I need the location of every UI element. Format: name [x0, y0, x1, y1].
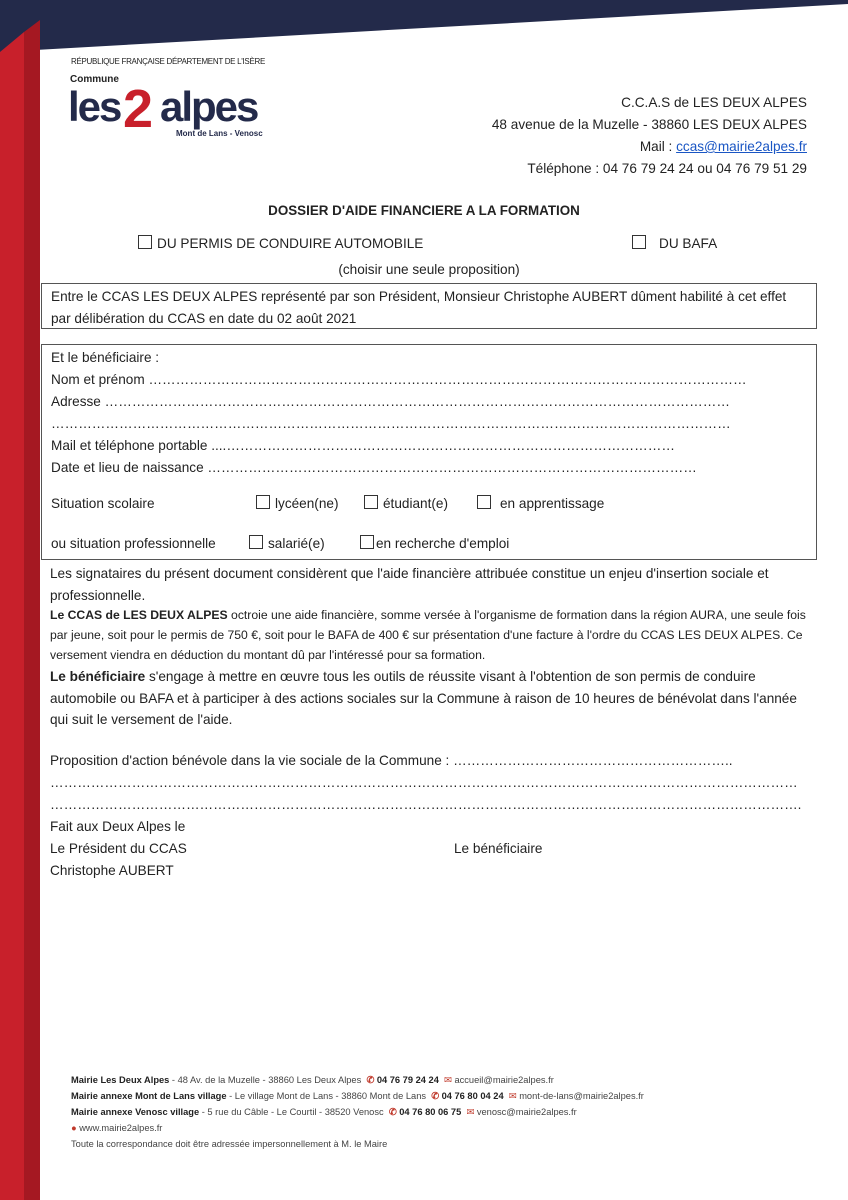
checkbox-lyceen[interactable]: [256, 495, 270, 509]
footer: [71, 1072, 644, 1152]
footer-addr-2: - Le village Mont de Lans - 38860 Mont de Lans: [226, 1091, 427, 1101]
footer-mairie: Mairie Les Deux Alpes: [71, 1075, 170, 1085]
footer-annexe-venosc: Mairie annexe Venosc village: [71, 1107, 200, 1117]
lyceen-label: lycéen(ne): [275, 496, 339, 511]
option-lyceen[interactable]: [256, 493, 338, 515]
footer-annexe-mdl: Mairie annexe Mont de Lans village: [71, 1091, 227, 1101]
option-permis-label: DU PERMIS DE CONDUIRE AUTOMOBILE: [157, 236, 424, 251]
footer-web-line: [71, 1120, 644, 1136]
field-adresse[interactable]: Adresse …………………………………………………………………………………………………………………………: [51, 394, 730, 409]
checkbox-recherche[interactable]: [360, 535, 374, 549]
checkbox-etudiant[interactable]: [364, 495, 378, 509]
footer-phone-2: 04 76 80 04 24: [441, 1091, 504, 1101]
contact-phone: Téléphone : 04 76 79 24 24 ou 04 76 79 51 29: [527, 161, 807, 176]
footer-mail-1[interactable]: accueil@mairie2alpes.fr: [454, 1075, 554, 1085]
logo-alpes: alpes: [160, 83, 258, 130]
header-band: [0, 0, 848, 52]
checkbox-bafa[interactable]: [632, 235, 646, 249]
recherche-label: en recherche d'emploi: [376, 536, 510, 551]
footer-line-2: [71, 1088, 644, 1104]
checkbox-apprentissage[interactable]: [477, 495, 491, 509]
footer-phone-1: 04 76 79 24 24: [376, 1075, 439, 1085]
ccas-bold: Le CCAS de LES DEUX ALPES: [50, 608, 228, 622]
checkbox-permis[interactable]: [138, 235, 152, 249]
footer-addr-1: - 48 Av. de la Muzelle - 38860 Les Deux Alpes: [169, 1075, 362, 1085]
president-label: Le Président du CCAS: [50, 841, 187, 856]
field-nom[interactable]: Nom et prénom ……………………………………………………………………………………………………………………: [51, 372, 747, 387]
option-etudiant[interactable]: [364, 493, 448, 515]
republique-label: RÉPUBLIQUE FRANÇAISE DÉPARTEMENT DE L'ISÈRE: [71, 57, 266, 66]
logo-two: 2: [123, 79, 154, 139]
contact-mail-line: [492, 136, 807, 158]
option-apprentissage[interactable]: [477, 493, 604, 515]
document-title: DOSSIER D'AIDE FINANCIERE A LA FORMATION: [268, 203, 580, 218]
logo-commune: Commune: [70, 74, 119, 85]
paragraph-signataires: Les signataires du présent document considèrent que l'aide financière attribuée constitue un enjeu d'insertion sociale et professionnelle.: [50, 566, 769, 603]
footer-phone-3: 04 76 80 06 75: [399, 1107, 462, 1117]
mail-icon: ✉: [508, 1091, 517, 1101]
beneficiary-box: [41, 344, 817, 560]
contact-name: C.C.A.S de LES DEUX ALPES: [621, 95, 807, 110]
footer-mail-3[interactable]: venosc@mairie2alpes.fr: [476, 1107, 577, 1117]
footer-line-3: [71, 1104, 644, 1120]
situation-pro-label: ou situation professionnelle: [51, 536, 216, 551]
mail-icon: ✉: [466, 1107, 475, 1117]
field-naissance[interactable]: Date et lieu de naissance ………………………………………………………………………………………………: [51, 460, 697, 475]
phone-icon: ✆: [431, 1091, 439, 1101]
beneficiaire-text: s'engage à mettre en œuvre tous les outils de réussite visant à l'obtention de son permis de conduire automobile ou BAFA et à participer à des actions sociales sur la Commune à raison de 10 heures de bénévolat dans l'année qui suit le versement de l'aide.: [50, 669, 797, 727]
etudiant-label: étudiant(e): [383, 496, 448, 511]
footer-note: Toute la correspondance doit être adressée impersonnellement à M. le Maire: [71, 1139, 388, 1149]
fait-aux: Fait aux Deux Alpes le: [50, 819, 186, 834]
field-adresse-2[interactable]: ……………………………………………………………………………………………………………………………………: [51, 416, 731, 431]
situation-scolaire-row: [51, 485, 807, 525]
option-permis[interactable]: [138, 235, 423, 251]
footer-line-1: [71, 1072, 644, 1088]
field-proposition[interactable]: Proposition d'action bénévole dans la vie sociale de la Commune : ……………………………………………………..: [50, 753, 733, 768]
phone-icon: ✆: [366, 1075, 375, 1085]
globe-icon: ●: [71, 1123, 77, 1133]
agreement-text: Entre le CCAS LES DEUX ALPES représenté par son Président, Monsieur Christophe AUBERT dûment habilité à cet effet par délibération du CCAS en date du 02 août 2021: [51, 289, 787, 326]
salarie-label: salarié(e): [268, 536, 325, 551]
logo-les: les: [68, 83, 121, 130]
proposition-line-2[interactable]: …………………………………………………………………………………………………………………………………………………: [50, 775, 798, 790]
mail-label: Mail :: [639, 139, 677, 154]
ccas-text: octroie une aide financière, somme versée à l'organisme de formation dans la région AURA, une seule fois par jeune, soit pour le permis de 750 €, soit pour le BAFA de 400 € sur présentation d'une facture à l'ordre du CCAS LES DEUX ALPES. Ce versement viendra en déduction du montant dû par l'intéressé pour sa formation.: [50, 608, 806, 662]
situation-scolaire-label: Situation scolaire: [51, 496, 155, 511]
situation-pro-row: [51, 525, 807, 555]
beneficiaire-bold: Le bénéficiaire: [50, 669, 146, 684]
footer-web[interactable]: www.mairie2alpes.fr: [79, 1123, 163, 1133]
option-recherche[interactable]: [360, 533, 509, 555]
options-note: (choisir une seule proposition): [338, 262, 520, 277]
footer-mail-2[interactable]: mont-de-lans@mairie2alpes.fr: [519, 1091, 644, 1101]
commune-logo: [68, 72, 278, 142]
agreement-box: [41, 283, 817, 329]
mail-link[interactable]: ccas@mairie2alpes.fr: [676, 139, 807, 154]
option-salarie[interactable]: [249, 533, 325, 555]
footer-addr-3: - 5 rue du Câble - Le Courtil - 38520 Venosc: [199, 1107, 384, 1117]
option-bafa[interactable]: [632, 235, 717, 251]
paragraph-ccas: [50, 605, 810, 665]
checkbox-salarie[interactable]: [249, 535, 263, 549]
mail-icon: ✉: [444, 1075, 452, 1085]
beneficiary-intro: Et le bénéficiaire :: [51, 350, 160, 365]
apprentissage-label: en apprentissage: [500, 496, 605, 511]
proposition-line-3[interactable]: ………………………………………………………………………………………………………………………………………………….: [50, 797, 802, 812]
side-stripe: [0, 0, 40, 1200]
phone-icon: ✆: [388, 1107, 397, 1117]
field-mail-phone[interactable]: Mail et téléphone portable ....………………………………………………………………………………………: [51, 438, 675, 453]
ccas-contact: [492, 92, 807, 180]
paragraph-beneficiaire: [50, 666, 810, 731]
contact-address: 48 avenue de la Muzelle - 38860 LES DEUX ALPES: [491, 117, 807, 132]
president-name: Christophe AUBERT: [50, 863, 174, 878]
beneficiaire-signature-label: Le bénéficiaire: [454, 841, 543, 856]
logo-subtitle: Mont de Lans - Venosc: [176, 129, 263, 138]
option-bafa-label: DU BAFA: [659, 236, 718, 251]
